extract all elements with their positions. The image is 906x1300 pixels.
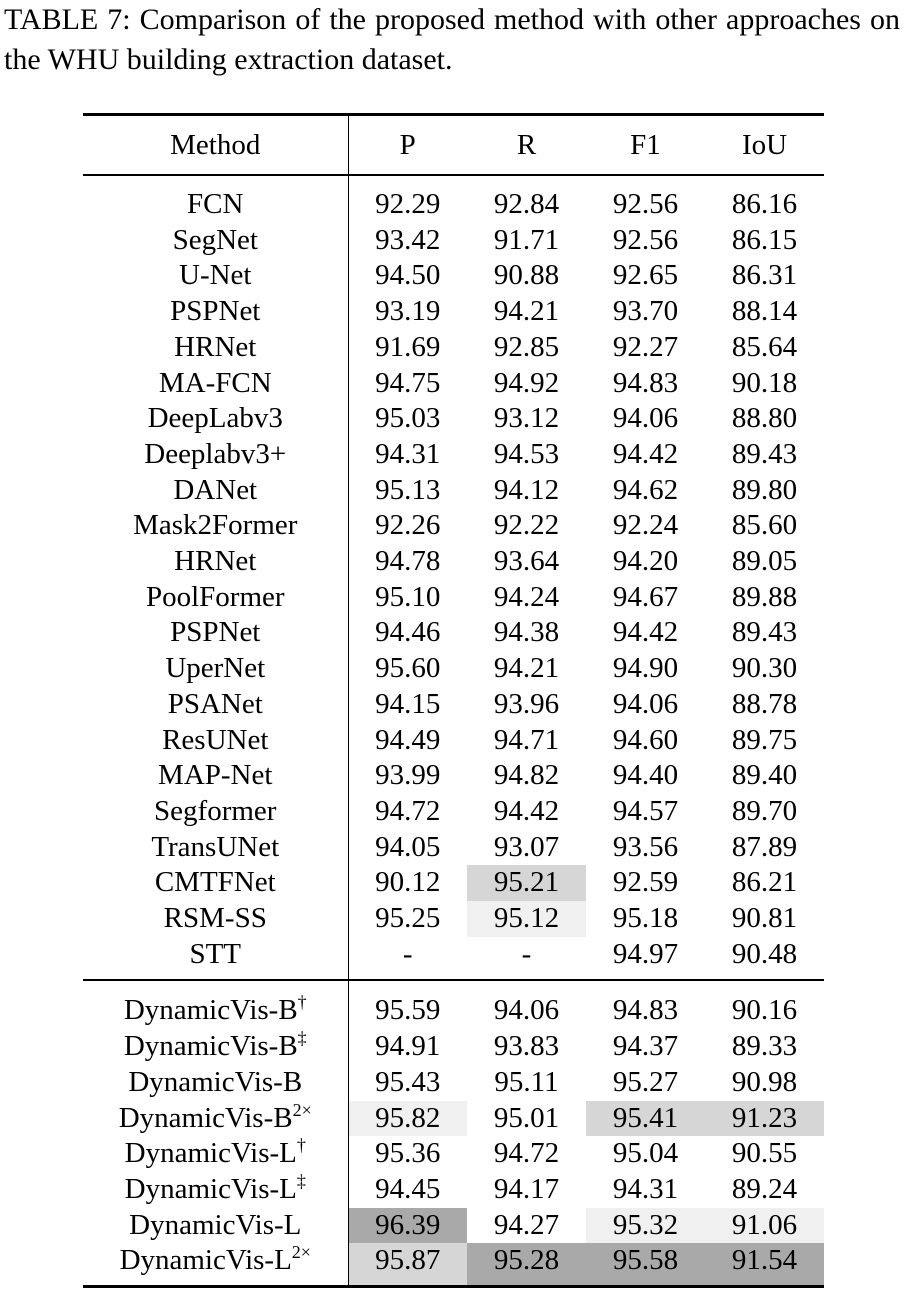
table-row [83, 437, 824, 473]
method-name: Deeplabv3+ [144, 437, 287, 470]
method-cell [83, 1172, 348, 1208]
method-name: HRNet [174, 330, 257, 363]
table-row [83, 258, 824, 294]
method-name: Mask2Former [133, 509, 298, 542]
value-cell-iou: 86.15 [731, 223, 798, 256]
method-name: DynamicVis-B [118, 1101, 293, 1134]
table-row [83, 901, 824, 937]
table-caption: TABLE 7: Comparison of the proposed method with other approaches on the WHU building extraction dataset. [4, 3, 900, 76]
method-cell [83, 980, 348, 1029]
value-cell-f1: 95.58 [586, 1243, 705, 1286]
method-name: DynamicVis-B [123, 1030, 298, 1063]
value-cell-iou: 86.31 [731, 259, 798, 292]
method-name: STT [189, 937, 242, 970]
value-cell-iou: 90.48 [731, 937, 798, 970]
table-row [83, 651, 824, 687]
method-name: TransUNet [151, 830, 280, 863]
table-row [83, 758, 824, 794]
method-cell [83, 1208, 348, 1244]
method-cell [83, 1029, 348, 1065]
method-name: DynamicVis-L [124, 1172, 297, 1205]
value-cell-r: 94.27 [493, 1208, 560, 1241]
value-cell-p: 91.69 [375, 330, 441, 363]
value-cell-p: 95.59 [375, 994, 441, 1027]
value-cell-iou: 91.54 [705, 1243, 824, 1286]
header-method: Method [83, 115, 348, 176]
table-row [83, 1136, 824, 1172]
method-cell [83, 615, 348, 651]
value-cell-p: 95.10 [375, 580, 441, 613]
value-cell-f1: 94.62 [612, 473, 679, 506]
table-row [83, 473, 824, 509]
table-row [83, 223, 824, 259]
value-cell-r: 94.72 [493, 1137, 560, 1170]
value-cell-p: 95.13 [375, 473, 441, 506]
table-row [83, 401, 824, 437]
value-cell-p: 94.45 [375, 1172, 441, 1205]
value-cell-iou: 90.16 [731, 994, 798, 1027]
method-superscript: † [296, 1135, 306, 1156]
method-cell [83, 758, 348, 794]
table-row [83, 580, 824, 616]
value-cell-iou: 89.80 [731, 473, 798, 506]
method-cell [83, 1136, 348, 1172]
method-name: HRNet [174, 545, 257, 578]
table-row [83, 723, 824, 759]
value-cell-r: 94.71 [493, 723, 560, 756]
method-name: ResUNet [162, 723, 269, 756]
value-cell-f1: 94.57 [612, 794, 679, 827]
method-name: PSPNet [170, 616, 261, 649]
value-cell-p: 93.99 [375, 759, 441, 792]
table-row [83, 937, 824, 981]
method-cell [83, 580, 348, 616]
value-cell-iou: 89.70 [731, 794, 798, 827]
value-cell-f1: 94.40 [612, 759, 679, 792]
value-cell-iou: 89.88 [731, 580, 798, 613]
value-cell-iou: 88.78 [731, 687, 798, 720]
value-cell-f1: 92.65 [612, 259, 679, 292]
value-cell-r: 95.01 [493, 1101, 560, 1134]
value-cell-p: 94.78 [375, 545, 441, 578]
value-cell-f1: 94.31 [612, 1172, 679, 1205]
method-cell [83, 937, 348, 981]
value-cell-p: 90.12 [375, 866, 441, 899]
method-cell [83, 366, 348, 402]
method-name: UperNet [165, 652, 266, 685]
method-cell [83, 544, 348, 580]
table-row [83, 175, 824, 223]
method-name: Segformer [154, 794, 277, 827]
value-cell-f1: 92.56 [612, 223, 679, 256]
method-name: DynamicVis-L [119, 1244, 292, 1277]
value-cell-r: 95.12 [467, 901, 586, 937]
method-superscript: ‡ [296, 1170, 306, 1191]
value-cell-f1: 94.83 [612, 994, 679, 1027]
header-iou: IoU [741, 128, 788, 161]
method-name: DynamicVis-B [128, 1065, 303, 1098]
value-cell-f1: 94.42 [612, 437, 679, 470]
value-cell-r: 94.42 [493, 794, 560, 827]
method-superscript: 2× [292, 1099, 312, 1120]
method-cell [83, 651, 348, 687]
value-cell-p: 95.43 [375, 1065, 441, 1098]
table-header [83, 115, 824, 176]
value-cell-iou: 89.43 [731, 616, 798, 649]
method-superscript: † [297, 992, 307, 1013]
method-name: DynamicVis-L [124, 1137, 297, 1170]
value-cell-f1: 94.90 [612, 652, 679, 685]
value-cell-iou: 91.23 [705, 1101, 824, 1137]
method-name: PoolFormer [145, 580, 285, 613]
value-cell-r: 95.21 [467, 865, 586, 901]
value-cell-iou: 88.14 [731, 295, 798, 328]
value-cell-r: 94.82 [493, 759, 560, 792]
value-cell-iou: 89.24 [731, 1172, 798, 1205]
value-cell-r: 94.21 [493, 652, 560, 685]
method-name: DANet [173, 473, 258, 506]
value-cell-p: 92.29 [375, 188, 441, 220]
table-row [83, 1101, 824, 1137]
value-cell-p: 94.31 [375, 437, 441, 470]
value-cell-r: 95.11 [494, 1065, 559, 1098]
method-cell [83, 294, 348, 330]
header-p: P [399, 128, 416, 161]
value-cell-f1: 94.97 [612, 937, 679, 970]
value-cell-f1: 95.04 [612, 1137, 679, 1170]
value-cell-f1: 92.59 [612, 866, 679, 899]
table-row [83, 366, 824, 402]
value-cell-r: 90.88 [493, 259, 560, 292]
table-row [83, 294, 824, 330]
value-cell-iou: 90.30 [731, 652, 798, 685]
method-cell [83, 175, 348, 223]
method-cell [83, 687, 348, 723]
value-cell-r: 94.12 [493, 473, 560, 506]
table-row [83, 687, 824, 723]
method-cell [83, 508, 348, 544]
table-row [83, 1208, 824, 1244]
table-row [83, 830, 824, 866]
value-cell-iou: 86.21 [731, 866, 798, 899]
value-cell-f1: 92.27 [612, 330, 679, 363]
method-cell [83, 794, 348, 830]
method-name: DynamicVis-B [123, 994, 298, 1027]
method-cell [83, 865, 348, 901]
value-cell-r: 92.22 [493, 509, 560, 542]
value-cell-iou: 88.80 [731, 402, 798, 435]
value-cell-f1: 94.42 [612, 616, 679, 649]
value-cell-p: - [402, 937, 413, 970]
value-cell-f1: 94.06 [612, 402, 679, 435]
value-cell-r: - [521, 937, 532, 970]
value-cell-f1: 94.83 [612, 366, 679, 399]
table-row [83, 544, 824, 580]
value-cell-r: 94.38 [493, 616, 560, 649]
method-name: CMTFNet [154, 866, 276, 899]
method-name: PSANet [167, 687, 263, 720]
value-cell-p: 94.91 [375, 1030, 441, 1063]
header-r: R [516, 128, 537, 161]
method-name: DynamicVis-L [129, 1208, 302, 1241]
value-cell-f1: 95.18 [612, 902, 679, 935]
value-cell-f1: 93.70 [612, 295, 679, 328]
value-cell-iou: 89.43 [731, 437, 798, 470]
value-cell-f1: 94.20 [612, 545, 679, 578]
value-cell-r: 94.53 [493, 437, 560, 470]
method-cell [83, 401, 348, 437]
value-cell-iou: 86.16 [731, 188, 798, 220]
method-cell [83, 1101, 348, 1137]
value-cell-p: 95.87 [348, 1243, 467, 1286]
value-cell-r: 92.84 [493, 188, 560, 220]
method-cell [83, 723, 348, 759]
header-row [83, 115, 824, 176]
table-row [83, 615, 824, 651]
value-cell-iou: 90.81 [731, 902, 798, 935]
value-cell-f1: 95.41 [586, 1101, 705, 1137]
value-cell-r: 94.24 [493, 580, 560, 613]
value-cell-iou: 90.55 [731, 1137, 798, 1170]
value-cell-iou: 90.18 [731, 366, 798, 399]
method-name: MAP-Net [158, 759, 273, 792]
value-cell-f1: 92.24 [612, 509, 679, 542]
value-cell-iou: 85.64 [731, 330, 798, 363]
table-row [83, 1243, 824, 1286]
value-cell-f1: 92.56 [612, 188, 679, 220]
method-cell [83, 437, 348, 473]
dynamicvis-methods-group [83, 980, 824, 1286]
value-cell-p: 94.15 [375, 687, 441, 720]
value-cell-r: 94.17 [493, 1172, 560, 1205]
value-cell-iou: 90.98 [731, 1065, 798, 1098]
table-row [83, 1172, 824, 1208]
value-cell-r: 93.96 [493, 687, 560, 720]
method-name: SegNet [172, 223, 258, 256]
method-superscript: ‡ [297, 1028, 307, 1049]
value-cell-iou: 89.75 [731, 723, 798, 756]
value-cell-p: 94.49 [375, 723, 441, 756]
value-cell-p: 96.39 [348, 1208, 467, 1244]
comparison-table [83, 113, 824, 1288]
method-cell [83, 330, 348, 366]
method-name: DeepLabv3 [147, 402, 283, 435]
method-cell [83, 901, 348, 937]
method-name: PSPNet [170, 295, 261, 328]
value-cell-f1: 94.06 [612, 687, 679, 720]
value-cell-p: 95.60 [375, 652, 441, 685]
value-cell-p: 95.25 [375, 902, 441, 935]
value-cell-iou: 87.89 [731, 830, 798, 863]
value-cell-r: 94.21 [493, 295, 560, 328]
method-cell [83, 1243, 348, 1286]
value-cell-iou: 89.05 [731, 545, 798, 578]
value-cell-p: 93.19 [375, 295, 441, 328]
value-cell-p: 95.03 [375, 402, 441, 435]
method-name: FCN [187, 188, 244, 220]
method-cell [83, 473, 348, 509]
value-cell-r: 91.71 [493, 223, 560, 256]
method-cell [83, 258, 348, 294]
method-cell [83, 223, 348, 259]
method-name: MA-FCN [158, 366, 272, 399]
value-cell-iou: 89.33 [731, 1030, 798, 1063]
value-cell-f1: 94.37 [612, 1030, 679, 1063]
value-cell-r: 92.85 [493, 330, 560, 363]
value-cell-p: 94.72 [375, 794, 441, 827]
value-cell-f1: 95.32 [586, 1208, 705, 1244]
value-cell-p: 93.42 [375, 223, 441, 256]
method-name: RSM-SS [163, 902, 267, 935]
baseline-methods-group [83, 175, 824, 980]
value-cell-r: 93.07 [493, 830, 560, 863]
value-cell-f1: 93.56 [612, 830, 679, 863]
method-cell [83, 830, 348, 866]
value-cell-p: 94.50 [375, 259, 441, 292]
value-cell-r: 94.92 [493, 366, 560, 399]
method-cell [83, 1065, 348, 1101]
header-f1: F1 [630, 128, 661, 161]
value-cell-r: 93.83 [493, 1030, 560, 1063]
method-superscript: 2× [291, 1242, 311, 1263]
table-row [83, 508, 824, 544]
value-cell-p: 92.26 [375, 509, 441, 542]
value-cell-p: 95.82 [348, 1101, 467, 1137]
table-row [83, 330, 824, 366]
value-cell-r: 94.06 [493, 994, 560, 1027]
value-cell-r: 93.12 [493, 402, 560, 435]
value-cell-p: 94.05 [375, 830, 441, 863]
value-cell-r: 95.28 [467, 1243, 586, 1286]
method-name: U-Net [179, 259, 252, 292]
value-cell-p: 94.75 [375, 366, 441, 399]
table-row [83, 1029, 824, 1065]
value-cell-iou: 91.06 [705, 1208, 824, 1244]
value-cell-p: 95.36 [375, 1137, 441, 1170]
value-cell-p: 94.46 [375, 616, 441, 649]
table-row [83, 865, 824, 901]
value-cell-r: 93.64 [493, 545, 560, 578]
value-cell-f1: 94.67 [612, 580, 679, 613]
table-row [83, 980, 824, 1029]
value-cell-f1: 95.27 [612, 1065, 679, 1098]
value-cell-f1: 94.60 [612, 723, 679, 756]
value-cell-iou: 85.60 [731, 509, 798, 542]
table-row [83, 794, 824, 830]
value-cell-iou: 89.40 [731, 759, 798, 792]
table-row [83, 1065, 824, 1101]
